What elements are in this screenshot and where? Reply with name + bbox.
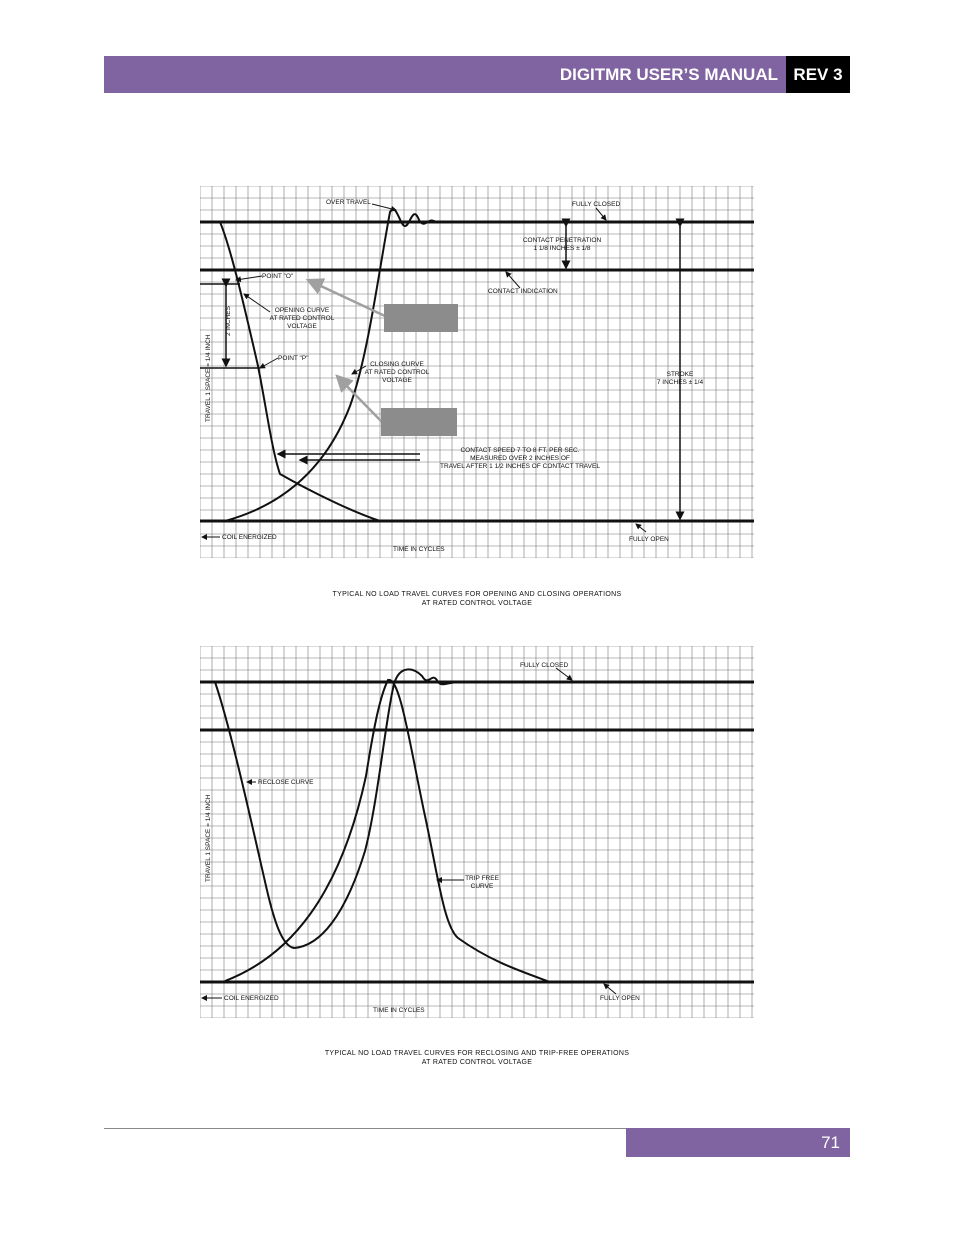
trip-free-label-2: CURVE	[470, 883, 494, 890]
page-number: 71	[821, 1132, 840, 1152]
fully-closed-label: FULLY CLOSED	[520, 662, 569, 669]
fully-closed-label: FULLY CLOSED	[572, 201, 621, 208]
contact-speed-label-1: CONTACT SPEED 7 TO 8 FT. PER SEC.	[460, 447, 580, 454]
two-inches-label: 2 INCHES	[225, 306, 232, 336]
figure2-caption	[0, 1049, 954, 1067]
closing-curve-label-1: CLOSING CURVE	[370, 361, 424, 368]
figure2-caption-line2: AT RATED CONTROL VOLTAGE	[421, 1059, 533, 1066]
header-title-bar	[104, 56, 786, 93]
reclose-curve-label: RECLOSE CURVE	[258, 779, 314, 786]
coil-energized-label: COIL ENERGIZED	[222, 534, 277, 541]
stroke-value: 7 INCHES ± 1/4	[656, 379, 704, 386]
closing-curve-label-3: VOLTAGE	[382, 377, 412, 384]
figure1-caption-line1: TYPICAL NO LOAD TRAVEL CURVES FOR OPENING AND CLOSING OPERATIONS	[332, 591, 622, 598]
opening-curve-label-3: VOLTAGE	[287, 323, 317, 330]
opening-closing-travel-chart	[200, 186, 754, 558]
stroke-label: STROKE	[666, 371, 694, 378]
figure1-caption-line2: AT RATED CONTROL VOLTAGE	[421, 600, 533, 607]
point-p-label: POINT "P"	[278, 355, 309, 362]
closing-curve-label-2: AT RATED CONTROL	[364, 369, 430, 376]
contact-speed-label-3: TRAVEL AFTER 1 1/2 INCHES OF CONTACT TRAVEL	[440, 463, 600, 470]
figure1-caption	[0, 590, 954, 608]
footer-page-bar	[626, 1128, 850, 1157]
contact-speed-label-2: MEASURED OVER 2 INCHES OF	[470, 455, 570, 462]
over-travel-label: OVER TRAVEL	[326, 199, 371, 206]
contact-penetration-label: CONTACT PENETRATION	[522, 237, 602, 244]
redaction-box-upper	[384, 304, 458, 332]
point-o-label: POINT "O"	[262, 273, 294, 280]
opening-curve-label-1: OPENING CURVE	[274, 307, 330, 314]
reclosing-trip-free-travel-chart	[200, 646, 754, 1018]
trip-free-label-1: TRIP FREE	[465, 875, 499, 882]
revision-badge	[786, 56, 850, 93]
fully-open-label: FULLY OPEN	[600, 995, 640, 1002]
fully-open-label: FULLY OPEN	[629, 536, 669, 543]
travel-axis-label: TRAVEL 1 SPACE = 1/4 INCH	[205, 794, 212, 882]
time-in-cycles-label: TIME IN CYCLES	[373, 1007, 425, 1014]
opening-curve-label-2: AT RATED CONTROL	[269, 315, 335, 322]
figure2-caption-line1: TYPICAL NO LOAD TRAVEL CURVES FOR RECLOSING AND TRIP-FREE OPERATIONS	[324, 1050, 630, 1057]
time-in-cycles-label: TIME IN CYCLES	[393, 546, 445, 553]
coil-energized-label: COIL ENERGIZED	[224, 995, 279, 1002]
redaction-box-lower	[381, 408, 457, 436]
contact-indication-label: CONTACT INDICATION	[488, 288, 558, 295]
manual-title: DIGITMR USER’S MANUAL	[559, 64, 778, 84]
contact-penetration-value: 1 1/8 INCHES ± 1/8	[533, 245, 591, 252]
travel-axis-label: TRAVEL 1 SPACE = 1/4 INCH	[205, 334, 212, 422]
revision-label: REV 3	[793, 64, 843, 84]
